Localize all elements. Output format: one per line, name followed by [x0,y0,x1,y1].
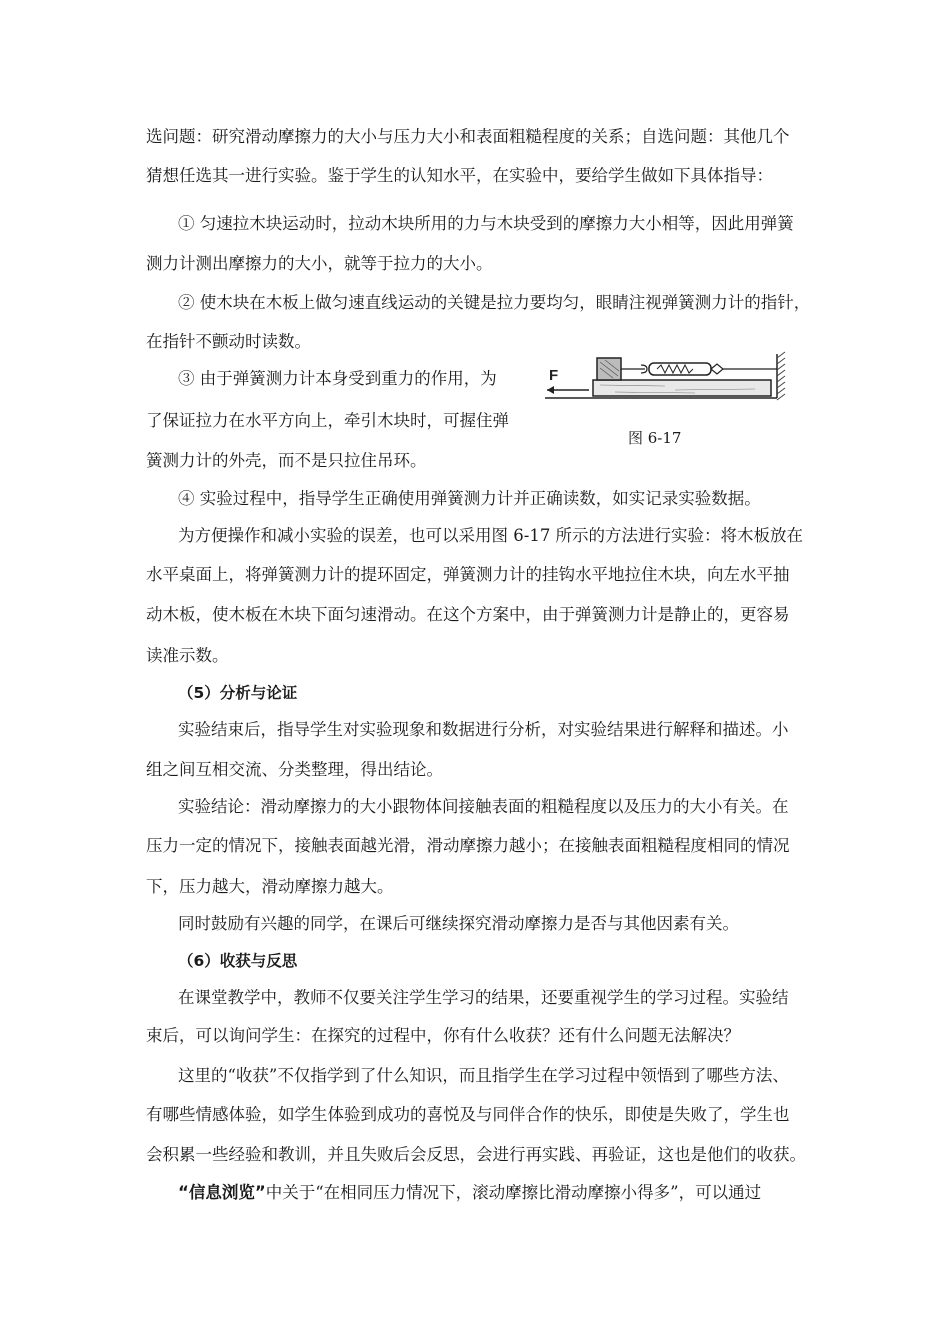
text-line: 在课堂教学中，教师不仅要关注学生学习的结果，还要重视学生的学习过程。实验结 [178,988,789,1007]
text-line: 选问题：研究滑动摩擦力的大小与压力大小和表面粗糙程度的关系；自选问题：其他几个 [146,127,790,146]
force-label: F [549,367,559,384]
lifting-ring [711,364,723,374]
text-line: 簧测力计的外壳，而不是只拉住吊环。 [146,451,427,470]
text-line: 动木板，使木板在木块下面匀速滑动。在这个方案中，由于弹簧测力计是静止的，更容易 [146,605,790,624]
text-line: 为方便操作和减小实验的误差，也可以采用图 6-17 所示的方法进行实验：将木板放在 [178,526,804,545]
text-line: 猜想任选其一进行实验。鉴于学生的认知水平，在实验中，要给学生做如下具体指导： [146,166,773,185]
wall-hatch [777,352,785,400]
wooden-board [593,380,771,396]
text-line: 测力计测出摩擦力的大小，就等于拉力的大小。 [146,254,493,273]
text-line: 这里的“收获”不仅指学到了什么知识，而且指学生在学习过程中领悟到了哪些方法、 [178,1066,789,1085]
text-line: 水平桌面上，将弹簧测力计的提环固定，弹簧测力计的挂钩水平地拉住木块，向左水平抽 [146,565,790,584]
text-line: 实验结论：滑动摩擦力的大小跟物体间接触表面的粗糙程度以及压力的大小有关。在 [178,797,789,816]
text-line: 读准示数。 [146,646,229,665]
text-line: ② 使木块在木板上做匀速直线运动的关键是拉力要均匀，眼睛注视弹簧测力计的指针， [178,293,811,312]
text-line: 同时鼓励有兴趣的同学，在课后可继续探究滑动摩擦力是否与其他因素有关。 [178,914,739,933]
text-line: 组之间互相交流、分类整理，得出结论。 [146,760,443,779]
text-line: 压力一定的情况下，接触表面越光滑，滑动摩擦力越小；在接触表面粗糙程度相同的情况 [146,836,790,855]
figure-caption: 图 6-17 [628,429,682,447]
text-line: 束后，可以询问学生：在探究的过程中，你有什么收获？还有什么问题无法解决？ [146,1026,740,1045]
friction-experiment-figure [545,350,795,410]
text-line: 了保证拉力在水平方向上，牵引木块时，可握住弹 [146,411,509,430]
section-heading: （5）分析与论证 [178,684,298,702]
text-line [178,1183,761,1203]
text-fragment: 中关于“在相同压力情况下，滚动摩擦比滑动摩擦小得多”，可以通过 [265,1183,762,1202]
text-line: 在指针不颤动时读数。 [146,332,311,351]
arrow-head [547,386,554,394]
text-line: 会积累一些经验和教训，并且失败后会反思，会进行再实践、再验证，这也是他们的收获。 [146,1145,806,1164]
text-line: 下，压力越大，滑动摩擦力越大。 [146,877,394,896]
section-heading: （6）收获与反思 [178,952,298,970]
text-line: ④ 实验过程中，指导学生正确使用弹簧测力计并正确读数，如实记录实验数据。 [178,489,761,508]
spring-scale [649,363,711,375]
text-line: ③ 由于弹簧测力计本身受到重力的作用，为 [178,369,497,388]
text-line: 有哪些情感体验，如学生体验到成功的喜悦及与同伴合作的快乐，即使是失败了，学生也 [146,1105,790,1124]
text-line: ① 匀速拉木块运动时，拉动木块所用的力与木块受到的摩擦力大小相等，因此用弹簧 [178,214,794,233]
text-line: 实验结束后，指导学生对实验现象和数据进行分析，对实验结果进行解释和描述。小 [178,720,789,739]
bold-phrase: “信息浏览” [178,1183,266,1202]
